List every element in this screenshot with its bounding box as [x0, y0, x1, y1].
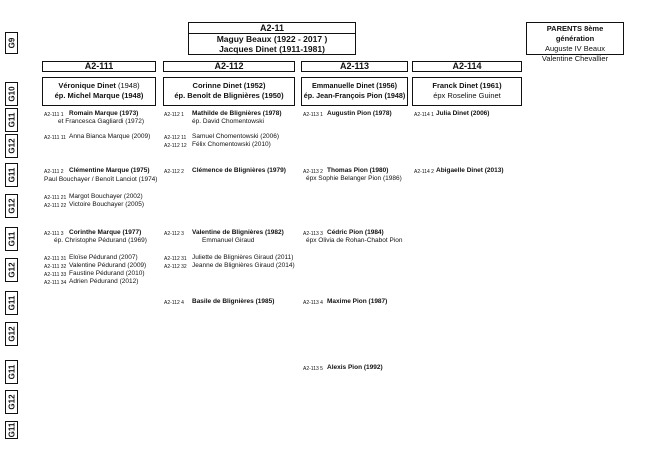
- entry-spouse: ép. Christophe Pédurand (1969): [54, 237, 147, 244]
- entry-name: Corinthe Marque (1977): [69, 229, 142, 236]
- entry-spouse: Emmanuel Giraud: [202, 237, 255, 244]
- entry-spouse: ép. David Chomentowski: [192, 118, 264, 125]
- entry-name: Julia Dinet (2006): [436, 110, 490, 117]
- col-code-a2-113: A2-113: [301, 61, 408, 72]
- couple-spouse: ép. Benoît de Blignières (1950): [174, 91, 284, 100]
- entry-name: Thomas Pion (1980): [327, 167, 389, 174]
- gen-label: G11: [7, 422, 16, 438]
- couple-name: Franck Dinet (1961): [432, 81, 502, 90]
- couple-box-a2-114: [412, 77, 522, 106]
- gen-label: G12: [5, 258, 18, 282]
- entry-code: A2-111 3: [44, 231, 64, 237]
- entry-code: A2-113 1: [303, 112, 323, 118]
- entry-name: Alexis Pion (1992): [327, 364, 383, 371]
- col-code-a2-112: A2-112: [163, 61, 295, 72]
- entry-code: A2-112 31: [164, 256, 187, 262]
- entry-name: Jeanne de Blignières Giraud (2014): [192, 262, 295, 269]
- entry-code: A2-114 1: [414, 112, 434, 118]
- gen-label: G11: [5, 227, 18, 251]
- entry-name: Eloïse Pédurand (2007): [69, 254, 138, 261]
- gen-label: G11: [5, 163, 18, 187]
- root-line2: Jacques Dinet (1911-1981): [219, 44, 325, 54]
- entry-name: Margot Bouchayer (2002): [69, 193, 143, 200]
- entry-code: A2-113 5: [303, 366, 323, 372]
- entry-code: A2-112 3: [164, 231, 184, 237]
- entry-name: Félix Chomentowski (2010): [192, 141, 271, 148]
- entry-code: A2-111 31: [44, 256, 67, 262]
- entry-code: A2-111 33: [44, 272, 67, 278]
- root-line1: Maguy Beaux (1922 - 2017 ): [216, 34, 328, 44]
- col-code-a2-114: A2-114: [412, 61, 522, 72]
- gen-label: G12: [5, 134, 18, 158]
- entry-code: A2-112 4: [164, 300, 184, 306]
- entry-name: Cédric Pion (1984): [327, 229, 384, 236]
- entry-code: A2-112 12: [164, 143, 187, 149]
- entry-code: A2-111 1: [44, 112, 64, 118]
- couple-spouse: épx Roseline Guinet: [433, 91, 501, 100]
- entry-spouse: épx Sophie Belanger Pion (1986): [306, 175, 402, 182]
- entry-name: Anna Bianca Marque (2009): [69, 133, 151, 140]
- entry-name: Clémence de Blignières (1979): [192, 167, 286, 174]
- entry-name: Romain Marque (1973): [69, 110, 139, 117]
- entry-code: A2-111 21: [44, 195, 67, 201]
- couple-spouse: ép. Michel Marque (1948): [54, 91, 144, 100]
- couple-spouse: ép. Jean-François Pion (1948): [303, 91, 406, 100]
- entry-name: Basile de Blignières (1985): [192, 298, 275, 305]
- entry-code: A2-112 32: [164, 264, 187, 270]
- parents-box: [526, 22, 624, 63]
- parents-name1: Auguste IV Beaux: [544, 44, 606, 53]
- couple-box-a2-111: [42, 77, 156, 106]
- entry-code: A2-111 32: [44, 264, 67, 270]
- entry-spouse: Paul Bouchayer / Benoît Lanciot (1974): [44, 176, 158, 183]
- entry-name: Juliette de Blignières Giraud (2011): [192, 254, 294, 261]
- entry-name: Abigaelle Dinet (2013): [436, 167, 504, 174]
- gen-label: G12: [5, 322, 18, 346]
- gen-label: G11: [5, 360, 18, 384]
- entry-name: Valentine Pédurand (2009): [69, 262, 147, 269]
- col-code-a2-111: A2-111: [42, 61, 156, 72]
- gen-label: G11: [5, 291, 18, 315]
- entry-code: A2-112 2: [164, 169, 184, 175]
- entry-name: Samuel Chomentowski (2006): [192, 133, 280, 140]
- root-couple-box: [188, 22, 356, 55]
- entry-name: Valentine de Blignières (1982): [192, 229, 284, 236]
- root-code: A2-11: [189, 23, 355, 34]
- couple-name: Emmanuelle Dinet (1956): [311, 81, 398, 90]
- gen-label: G9: [5, 32, 18, 54]
- entry-code: A2-113 2: [303, 169, 323, 175]
- entry-name: Clémentine Marque (1975): [69, 167, 150, 174]
- entry-name: Faustine Pédurand (2010): [69, 270, 145, 277]
- entry-spouse: et Francesca Gagliardi (1972): [58, 118, 144, 125]
- parents-name2: Valentine Chevallier: [541, 54, 609, 63]
- couple-year: (1948): [115, 81, 140, 90]
- couple-name: Corinne Dinet (1952): [192, 81, 266, 90]
- entry-code: A2-111 22: [44, 203, 67, 209]
- entry-code: A2-111 34: [44, 280, 67, 286]
- couple-name: Véronique Dinet: [58, 81, 116, 90]
- entry-code: A2-112 1: [164, 112, 184, 118]
- gen-label: G10: [5, 82, 18, 106]
- entry-name: Augustin Pion (1978): [327, 110, 392, 117]
- entry-name: Victoire Bouchayer (2005): [69, 201, 145, 208]
- entry-code: A2-114 2: [414, 169, 434, 175]
- entry-code: A2-113 4: [303, 300, 323, 306]
- couple-box-a2-112: [163, 77, 295, 106]
- gen-label: G12: [5, 194, 18, 218]
- entry-code: A2-112 11: [164, 135, 187, 141]
- entry-code: A2-111 2: [44, 169, 64, 175]
- entry-name: Maxime Pion (1987): [327, 298, 388, 305]
- couple-box-a2-113: [301, 77, 408, 106]
- entry-spouse: épx Olivia de Rohan-Chabot Pion: [306, 237, 403, 244]
- gen-label: G11: [5, 108, 18, 132]
- gen-label: G12: [5, 390, 18, 414]
- entry-code: A2-113 3: [303, 231, 323, 237]
- entry-code: A2-111 11: [44, 135, 66, 141]
- parents-title: PARENTS 8ème génération: [546, 24, 604, 43]
- entry-name: Adrien Pédurand (2012): [69, 278, 139, 285]
- entry-name: Mathilde de Blignières (1978): [192, 110, 282, 117]
